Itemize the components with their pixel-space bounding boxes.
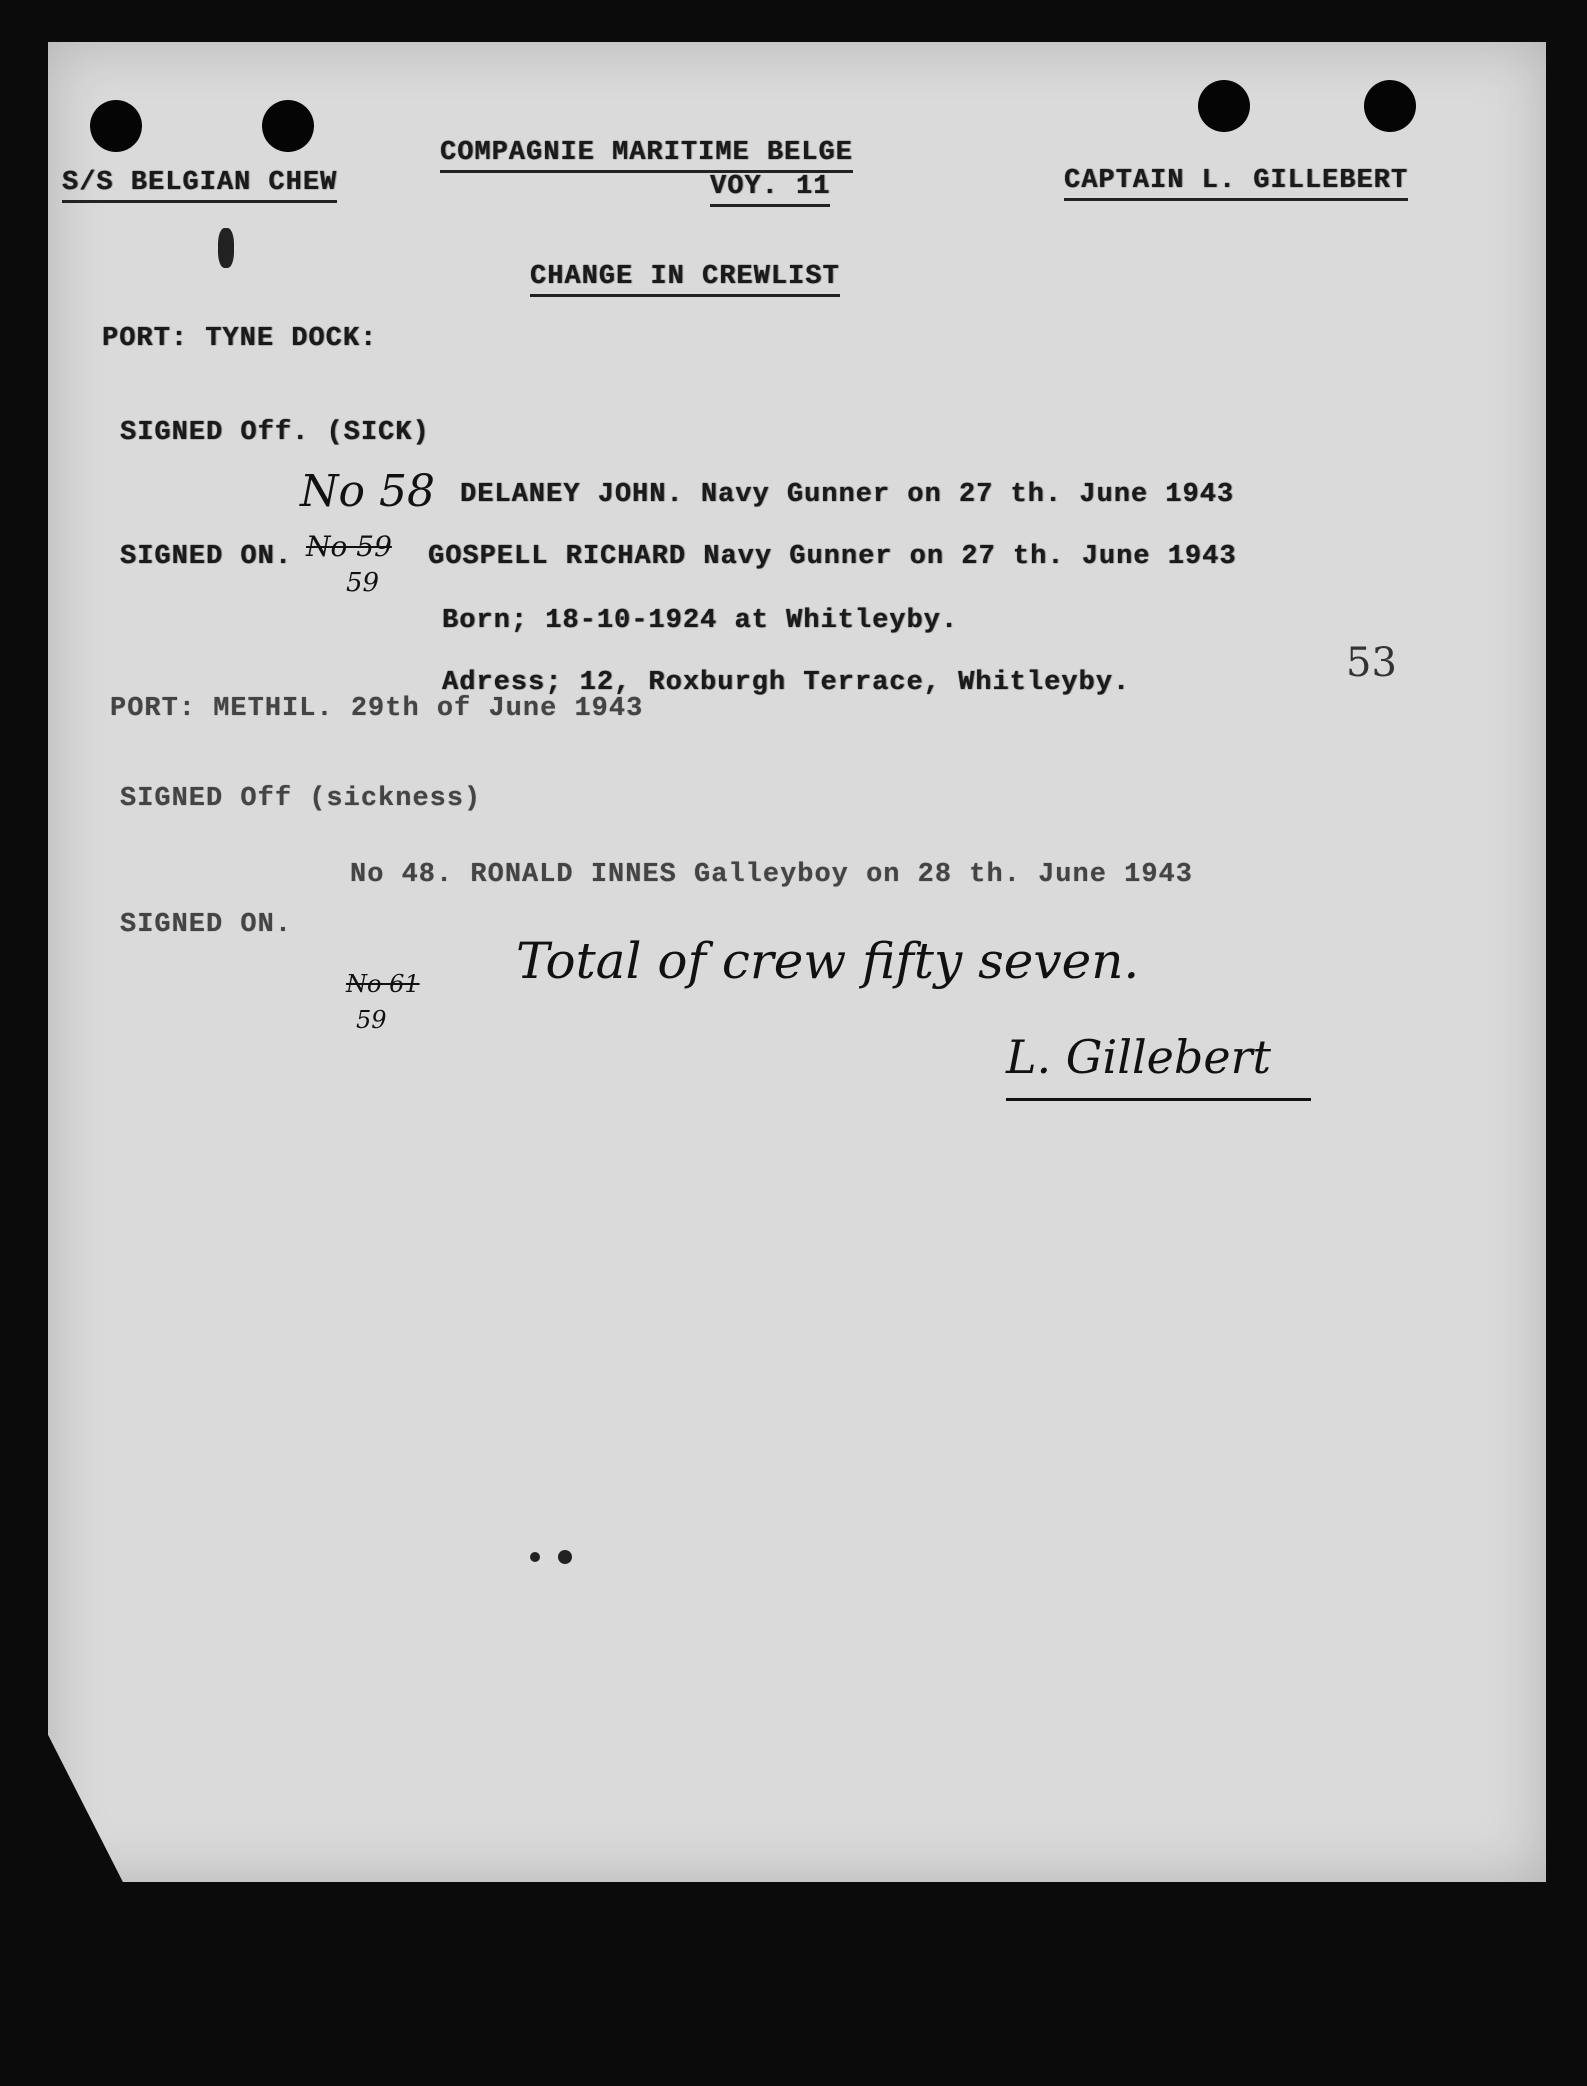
signed-off-sickness-label: SIGNED Off (sickness) — [120, 784, 482, 814]
ink-blot — [218, 228, 234, 268]
punch-hole — [90, 100, 142, 152]
port-tyne-dock: PORT: TYNE DOCK: — [102, 324, 378, 354]
handwritten-crew-number: No 58 — [300, 466, 435, 517]
punch-hole — [262, 100, 314, 152]
replacement-crew-number-2: 59 — [356, 1006, 387, 1034]
ship-name: S/S BELGIAN CHEW — [62, 168, 337, 203]
struck-crew-number: No 59 — [306, 530, 392, 563]
company-name: COMPAGNIE MARITIME BELGE — [440, 138, 853, 173]
signed-off-label: SIGNED Off. (SICK) — [120, 418, 430, 448]
address-info: Adress; 12, Roxburgh Terrace, Whitleyby. — [442, 668, 1131, 698]
crew-entry-delaney: DELANEY JOHN. Navy Gunner on 27 th. June 1943 — [460, 480, 1235, 510]
voyage-number: VOY. 11 — [710, 172, 830, 207]
signed-on-label-2: SIGNED ON. — [120, 910, 293, 940]
punch-hole — [1198, 80, 1250, 132]
crew-entry-gospell: GOSPELL RICHARD Navy Gunner on 27 th. June 1943 — [428, 542, 1237, 572]
port-methil: PORT: METHIL. 29th of June 1943 — [110, 694, 644, 724]
page-number: 53 — [1346, 640, 1397, 686]
captain-signature: L. Gillebert — [1006, 1030, 1311, 1101]
handwritten-crew-total: Total of crew fifty seven. — [516, 932, 1140, 990]
signed-on-label: SIGNED ON. — [120, 542, 293, 572]
crew-entry-innes: No 48. RONALD INNES Galleyboy on 28 th. June 1943 — [350, 860, 1193, 890]
struck-crew-number-2: No 61 — [346, 970, 420, 998]
birth-info: Born; 18-10-1924 at Whitleyby. — [442, 606, 959, 636]
ink-dot — [558, 1550, 572, 1564]
document-title: CHANGE IN CREWLIST — [530, 262, 840, 297]
punch-hole — [1364, 80, 1416, 132]
captain-name: CAPTAIN L. GILLEBERT — [1064, 166, 1408, 201]
ink-dot — [530, 1552, 540, 1562]
replacement-crew-number: 59 — [346, 568, 380, 598]
